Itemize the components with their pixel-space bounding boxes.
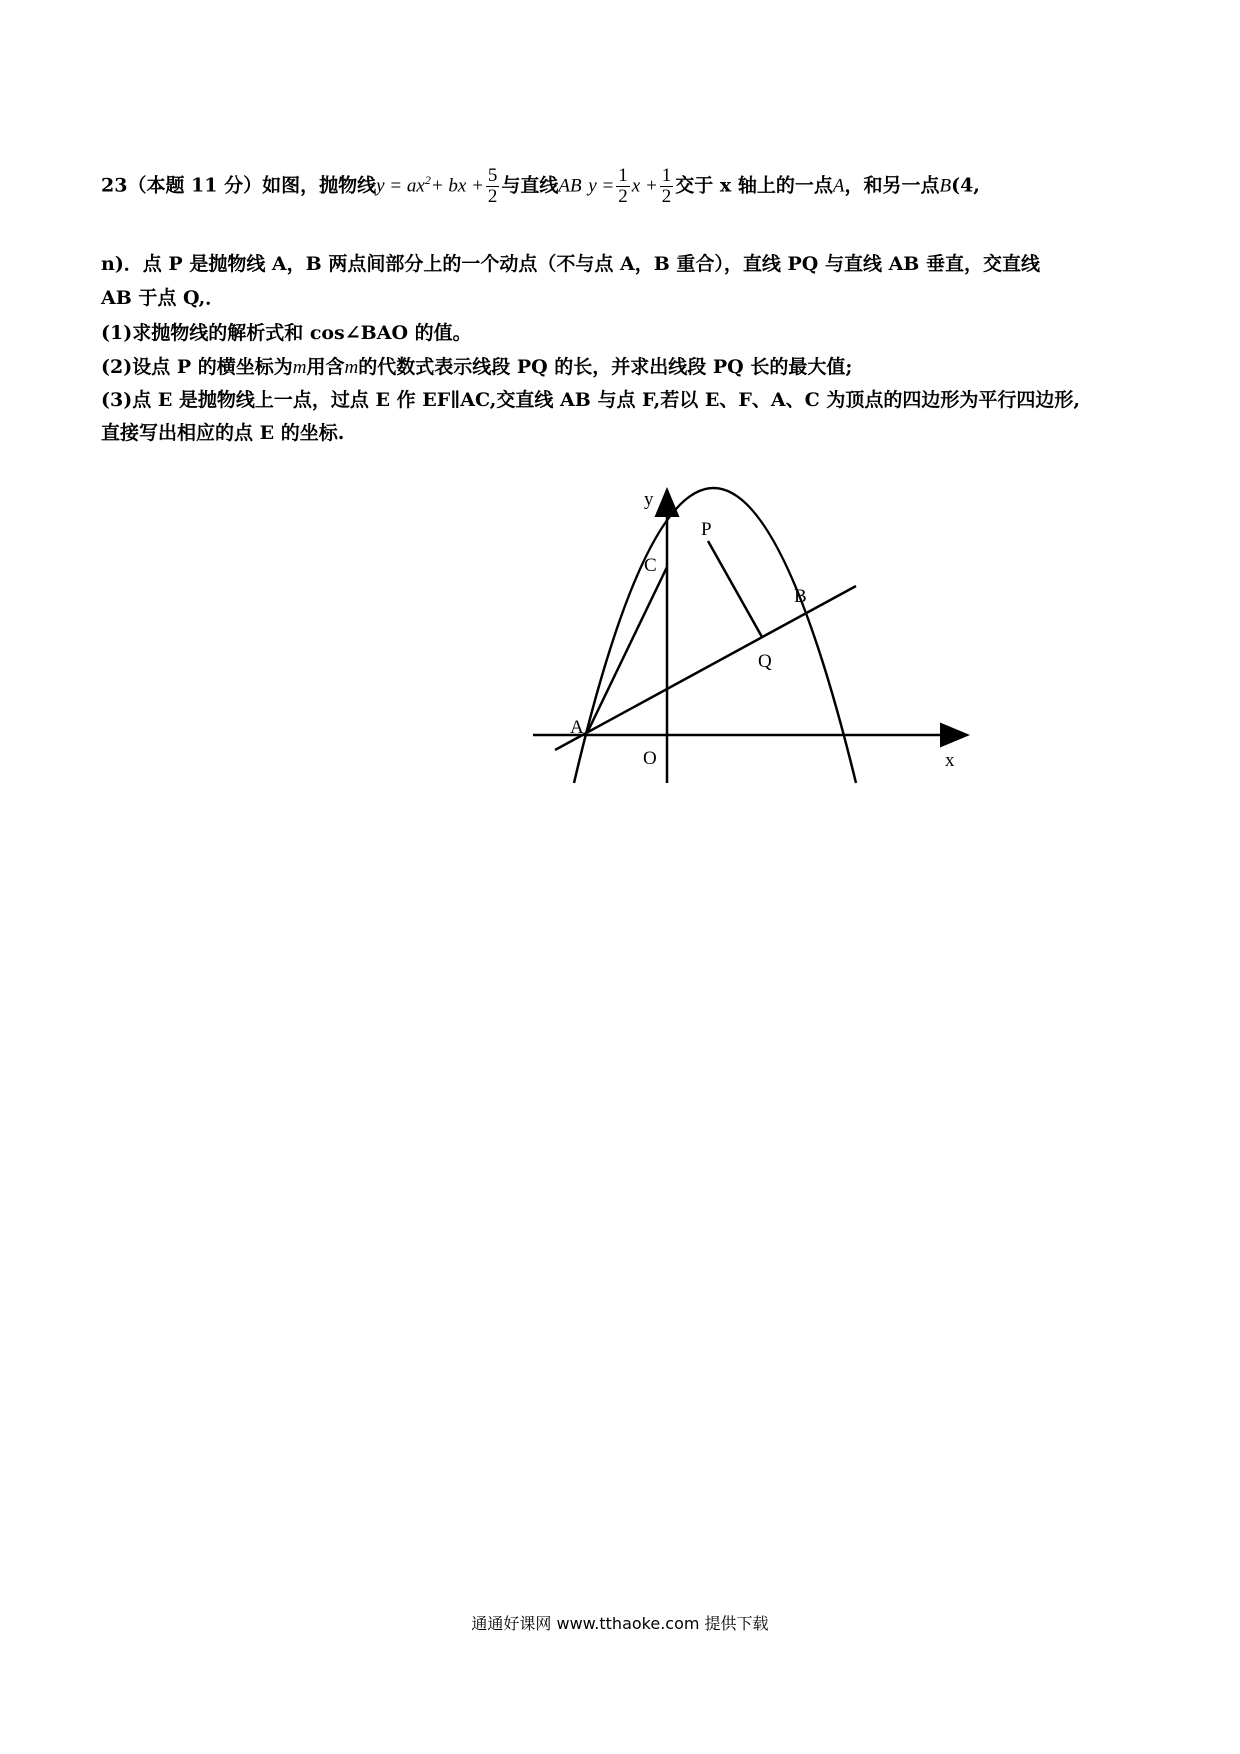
question-3-continued: 直接写出相应的点 E 的坐标. (101, 422, 345, 444)
problem-line-3: AB 于点 Q,． (101, 287, 225, 309)
fraction-1-2-b: $\frac{1}{2}$ (661, 165, 672, 207)
footer-source: 通通好课网 www.tthaoke.com 提供下载 (471, 1614, 769, 1633)
problem-line-1: 23（本题 11 分）如图，抛物线$y = ax^2+$ bx + $\frac{5}{2}$ 与直线AB y = $\frac{1}{2}$ x + $\frac{1}{2}$ 交于 x 轴上的一点A，和另一点B(4, (101, 165, 980, 207)
point-b-label: B (794, 586, 807, 607)
point-c-label: C (644, 555, 657, 576)
line-eq-left: y = (588, 175, 615, 197)
y-axis-label: y (644, 489, 654, 510)
problem-line-2: n)．点 P 是抛物线 A，B 两点间部分上的一个动点（不与点 A，B 重合），直线 PQ 与直线 AB 垂直，交直线 (101, 253, 1040, 275)
segment-pq (708, 541, 762, 637)
parabola-eq-left: y = ax (376, 175, 425, 197)
parabola (574, 488, 856, 783)
point-q-label: Q (758, 651, 772, 672)
question-3: (3)点 E 是抛物线上一点，过点 E 作 EF∥AC,交直线 AB 与点 F,若以 E、F、A、C 为顶点的四边形为平行四边形, (101, 389, 1080, 411)
line-ab (555, 586, 856, 750)
parabola-eq-mid: + bx + (430, 175, 484, 197)
fraction-1-2-a: $\frac{1}{2}$ (618, 165, 628, 207)
x-axis-label: x (945, 750, 955, 771)
question-2: (2)设点 P 的横坐标为m用含m的代数式表示线段 PQ 的长，并求出线段 PQ 长的最大值; (101, 356, 853, 378)
fraction-5-2: $\frac{5}{2}$ (487, 165, 498, 207)
segment-ac (588, 567, 667, 731)
point-p-label: P (701, 519, 712, 540)
question-1: (1)求抛物线的解析式和 cos∠BAO 的值。 (101, 322, 472, 344)
parabola-exp: 2 (424, 173, 431, 188)
point-a-label: A (570, 717, 584, 738)
problem-intro: 23（本题 11 分）如图，抛物线 (101, 174, 377, 197)
origin-label: O (643, 748, 657, 769)
